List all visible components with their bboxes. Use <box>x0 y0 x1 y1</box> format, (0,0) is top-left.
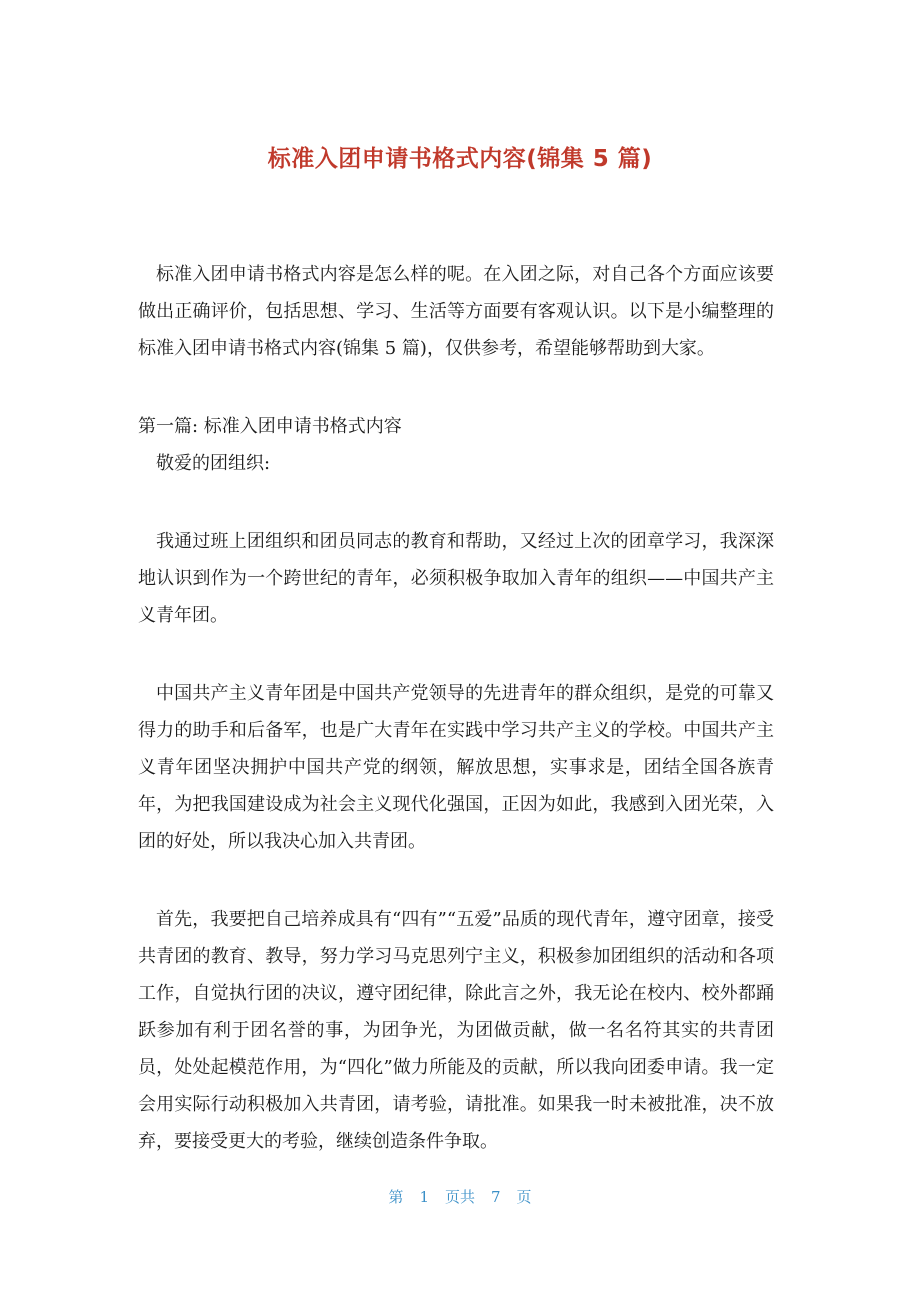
document-title: 标准入团申请书格式内容(锦集 5 篇) <box>267 146 653 172</box>
salutation: 敬爱的团组织: <box>156 453 271 474</box>
footer-middle: 页共 <box>444 1188 475 1206</box>
page-footer <box>0 1186 920 1207</box>
body-paragraph: 中国共产主义青年团是中国共产党领导的先进青年的群众组织，是党的可靠又得力的助手和后备军，也是广大青年在实践中学习共产主义的学校。中国共产主义青年团坚决拥护中国共产党的纲领，解放思想，实事求是，团结全国各族青年，为把我国建设成为社会主义现代化强国，正因为如此，我感到入团光荣，入团的好处，所以我决心加入共青团。 <box>138 683 774 852</box>
section-heading: 第一篇: 标准入团申请书格式内容 <box>138 416 402 437</box>
footer-total-pages: 7 <box>491 1188 501 1206</box>
footer-prefix: 第 <box>388 1188 404 1206</box>
body-paragraph: 首先，我要把自己培养成具有“四有”“五爱”品质的现代青年，遵守团章，接受共青团的教育、教导，努力学习马克思列宁主义，积极参加团组织的活动和各项工作，自觉执行团的决议，遵守团纪律，除此言之外，我无论在校内、校外都踊跃参加有利于团名誉的事，为团争光，为团做贡献，做一名名符其实的共青团员，处处起模范作用，为“四化”做力所能及的贡献，所以我向团委申请。我一定会用实际行动积极加入共青团，请考验，请批准。如果我一时未被批准，决不放弃，要接受更大的考验，继续创造条件争取。 <box>138 909 774 1152</box>
intro-paragraph: 标准入团申请书格式内容是怎么样的呢。在入团之际，对自己各个方面应该要做出正确评价，包括思想、学习、生活等方面要有客观认识。以下是小编整理的标准入团申请书格式内容(锦集 5 篇)，仅供参考，希望能够帮助到大家。 <box>138 264 774 359</box>
document-body <box>138 256 774 1201</box>
body-paragraph: 我通过班上团组织和团员同志的教育和帮助，又经过上次的团章学习，我深深地认识到作为一个跨世纪的青年，必须积极争取加入青年的组织——中国共产主义青年团。 <box>138 531 774 626</box>
footer-suffix: 页 <box>516 1188 532 1206</box>
footer-page-number: 1 <box>419 1188 429 1206</box>
